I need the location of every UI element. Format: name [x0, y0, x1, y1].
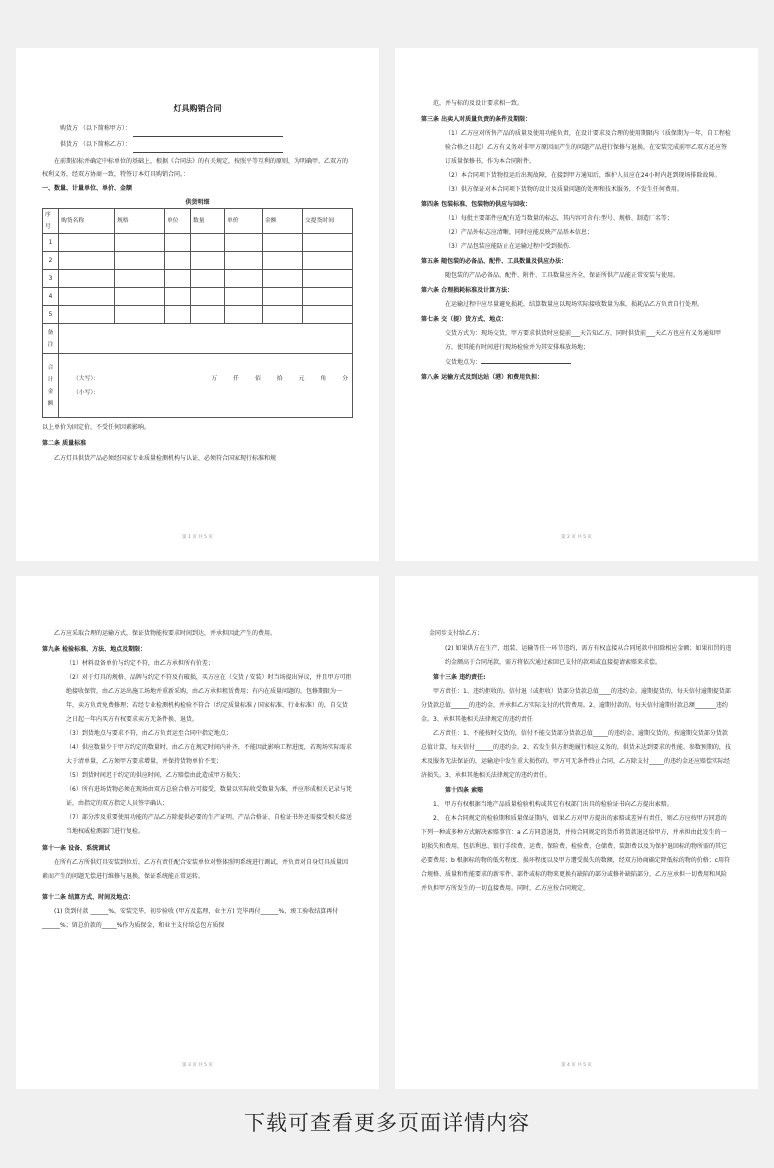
- intro-paragraph: 在前期招标并确定中标单位的基础上，根据《合同法》的有关规定，按照平等互利的原则，为明确甲、乙双方的权利义务，经双方协商一致，特签订本灯具购销合同。：: [42, 158, 349, 178]
- section-9-item-1: （1）材料设备单价与约定不符，由乙方承担所有价差；: [66, 660, 214, 667]
- section-9-item-5: （5）到货时间迟于约定的供应时间，乙方赔偿由此造成甲方损失；: [66, 772, 244, 779]
- section-9-item-2: （2）对于灯具的规格、品牌与约定不符及有破损，买方应在（交货 / 安装）时当场提出异议，并且甲方可拒绝接收保管，由乙方运出施工场地并重新采购，由乙方承担租赁费用；有内在质量问题的，包修期限为一年，卖方负责免费修理；若经专业检测机构检验不符合（约定质量标准 / 国家标准、行业标准）的，自交货之日起一年内买方有权要求卖方无条件换、退货。: [66, 674, 352, 723]
- section-9-item-3: （3）到货地点与要求不符，由乙方负责运至合同中指定地点；: [66, 730, 232, 737]
- section-4-item-3: （3）产品包装应能防止在运输过程中受到损伤.: [445, 243, 571, 250]
- header-cell: 金额: [263, 209, 303, 234]
- table-row: 5: [43, 306, 353, 324]
- table-header-row: [43, 209, 353, 234]
- continued-text: 乙方应采取合理的运输方式，保证货物能按要求时间到达，并承担因此产生的费用。: [54, 630, 277, 637]
- section-8-heading: 第八条 运输方式及到达站（港）和费用负担：: [421, 374, 544, 381]
- price-note: 以上单价为固定价，不受任何因素影响。: [42, 424, 151, 431]
- table-caption: 供货明细: [185, 199, 210, 206]
- section-7-heading: 第七条 交（提）货方式、地点：: [421, 316, 508, 323]
- section-9-item-7: （7）部分涉及重要使用功能的产品乙方除提供必要的生产证明、产品合格证、自检证书外还需接受相关接送当地权威检测部门进行复检。: [66, 814, 352, 835]
- table-row: 2: [43, 252, 353, 270]
- total-row: 合计金额 （大写）： 万 仟 佰 拾 元 角 分 （小写）：: [43, 354, 353, 418]
- section-11-text: 在所有乙方所供灯具安装到位后，乙方有责任配合安装单位对整体照明系统进行调试，并负责对自身灯具质量因素而产生的问题无偿进行维修与退换，保证系统能正常运转。: [42, 859, 349, 880]
- continued-text: 金同步支付给乙方；: [429, 630, 484, 637]
- section-2-text: 乙方灯具供货产品必须经国家专业质量检测机构与认证，必须符合国家现行标准和规: [54, 455, 277, 462]
- buyer-liability: 甲方责任：1、违约拒收的。信付退（或拒收）货部分货款总值____的违约金。逾期提货的，每天信付逾期提货部分货款总值______的违约金，并承担乙方实际支付的代管费用。2、逾期付款的。每天信付逾期付款总额_______违约金。3、承担其他相关法律规定的违约责任: [421, 688, 731, 723]
- page-number: 第 1 页 共 5 页: [182, 535, 213, 540]
- section-4-item-2: （2）产品外标志应清晰，同时应能反映产品基本信息；: [445, 229, 593, 236]
- claim-item-2: 2、 在本合同规定的检验期和质量保证期内，如果乙方对甲方提出的索赔或差异有责任，则乙方应按甲方同意的下列一种或多种方式解决索赔事宜：a 乙方同意退货，并按合同规定的货币将货款退还给甲方，并承担由此发生的一切损失和费用，包括利息、银行手续费、运费、保险费、检验费、仓储费、装卸费以及为保护退回标的物所需的其它必要费用；b 根据标的物的低劣程度、损坏程度以及甲方遭受损失的数额，经双方协商确定降低标的物的价格；c用符合规格、质量和性能要求的新零件、部件或标的物来更换有缺陷的部分或修补缺陷部分，乙方应承担一切费用和风险并负担甲方所发生的一切直接费用。同时，乙方应按合同规定，: [421, 815, 731, 892]
- section-5-text: 随包装的产品必备品、配件、附件、工具数量应齐全，保证所供产品能正常安装与使用。: [445, 272, 680, 279]
- table-row: 4: [43, 288, 353, 306]
- header-cell: 数量: [191, 209, 225, 234]
- supply-detail-table: [42, 208, 353, 418]
- header-cell: 交提货时间: [303, 209, 353, 234]
- amount-upper: （大写）： 万 仟 佰 拾 元 角 分: [73, 375, 348, 382]
- header-cell: 单价: [225, 209, 263, 234]
- header-cell: 规格: [115, 209, 165, 234]
- section-4-heading: 第四条 包装标准、包装物的供应与回收：: [421, 201, 532, 208]
- page-number: 第 2 页 共 5 页: [561, 535, 592, 540]
- section-14-heading: 第十四条 索赔: [445, 787, 484, 794]
- table-row: 1: [43, 234, 353, 252]
- section-4-item-1: （1）每批主要部件应配有适当数量的标志，其内容可含有:型号、规格、制造厂名等；: [445, 215, 673, 222]
- section-3-item-3: （3）供方保证对本合同项下货物的设计及质量问题的处理和技术服务，不发生任何费用。: [445, 186, 683, 193]
- seller-liability: 乙方责任：1、不能按时交货的，信付不能交货部分货款总值_____的违约金。逾期交货的，按逾期交货部分货款总值计算，每天信付______的违约金。2、若发生供方拒绝履行相应义务的，供货未达到要求的性能、参数预期的，技术及服务无法保证的，运输途中发生重大损伤的，甲方可无条件终止合同，乙方除支付_____的违约金还应赔偿实际经济损失。3、承担其他相关法律规定的违约责任。: [421, 730, 731, 779]
- contract-page-3: [16, 576, 379, 1089]
- section-13-heading: 第十三条 违约责任:: [433, 674, 486, 681]
- contract-page-2: [395, 48, 758, 561]
- table-row: 3: [43, 270, 353, 288]
- header-cell: 序号: [43, 209, 59, 234]
- page-number: 第 4 页 共 5 页: [561, 1063, 592, 1068]
- buyer-line: 购货方 （以下简称甲方）：: [42, 121, 353, 137]
- section-2-heading: 第二条 质量标准: [42, 440, 87, 447]
- contract-page-1: [16, 48, 379, 561]
- seller-line: 供货方 （以下简称乙方）：: [42, 137, 353, 153]
- section-5-heading: 第五条 随包装的必备品、配件、工具数量及供应办法：: [421, 258, 568, 265]
- contract-title: 灯具购销合同: [173, 104, 222, 113]
- section-7-item-2: 交货地点为：: [421, 355, 732, 370]
- section-3-heading: 第三条 出卖人对质量负责的条件及期限：: [421, 116, 532, 123]
- settlement-item-2: (2) 如果供方在生产、组装、运输等任一环节违约，需方有权直接从合同尾款中扣除相应金额；如果扣罚的违约金额高于合同尾款，需方将依次通过索回已支付的款项或直接提请索赔来求偿。: [445, 645, 732, 666]
- claim-item-1: 1、 甲方有权根据当地产品质量检验机构或其它有权部门出具的检验证书向乙方提出索赔。: [433, 801, 673, 808]
- section-3-item-1: （1）乙方应对所售产品的质量及使用功能负责，在设计要求及合理的使用期限内（质保期为一年，自工程检验合格之日起）乙方有义务对非甲方原因而产生的问题产品进行保修与退换，在安装完成前甲乙双方还应签订质量保修书，作为本合同附件。: [445, 130, 731, 165]
- section-12-heading: 第十二条 结算方式、时间及地点：: [42, 894, 135, 901]
- download-more-banner: 下载可查看更多页面详情内容: [244, 1111, 530, 1135]
- section-9-heading: 第九条 检验标准、方法、地点及期限：: [42, 646, 147, 653]
- header-cell: 单位: [165, 209, 191, 234]
- header-cell: 购货名称: [59, 209, 115, 234]
- continued-text: 范，并与标的及设计要求相一致。: [433, 100, 524, 107]
- section-1-heading: 一、数量、计量单位、单价、金额: [42, 185, 133, 192]
- section-7-item-1: 交货方式为：现场交货，甲方要求供货时应提前___天告知乙方，同时供货前___天乙方也应有义务通知甲方，使其能有时间进行现场检验并为其安排堆放场地；: [445, 330, 722, 351]
- section-3-item-2: （2）本合同项下货物投运后出现故障，在接到甲方通知后，维护人员应在24小时内赶到现场排除故障。: [445, 172, 721, 179]
- section-6-text: 在运输过程中应尽量避免损耗，结算数量应以现场实际接收数量为准，损耗品乙方负责自行处理。: [445, 301, 704, 308]
- section-6-heading: 第六条 合理损耗标准及计算方法：: [421, 287, 514, 294]
- amount-lower: （小写）：: [73, 389, 100, 396]
- section-9-item-4: （4）供应数量少于甲方约定的数量时，由乙方在规定时间内补齐，不能因此影响工程进度，若现场实际需求大于清单量，乙方须甲方要求增量，并保持货物单价不变；: [66, 744, 352, 765]
- section-11-heading: 第十一条 设备、系统调试: [42, 845, 111, 852]
- remark-row: 备注: [43, 324, 353, 354]
- section-9-item-6: （6）所有进场货物必须在现场由双方总验合格方可接受，数量以实际收受数量为准，并应形成相关记录与凭证，由指定的双方指定人员签字确认；: [66, 786, 352, 807]
- section-12-text: (1) 货到付款 ______%，安装完毕，初步验收 (甲方及监理，业主方) 完毕再付______%，竣工验收结算再付______%；留总价款的_____%作为质保金，和业主支付给总包方质保: [42, 908, 339, 929]
- page-number: 第 3 页 共 5 页: [182, 1063, 213, 1068]
- contract-page-4: [395, 576, 758, 1089]
